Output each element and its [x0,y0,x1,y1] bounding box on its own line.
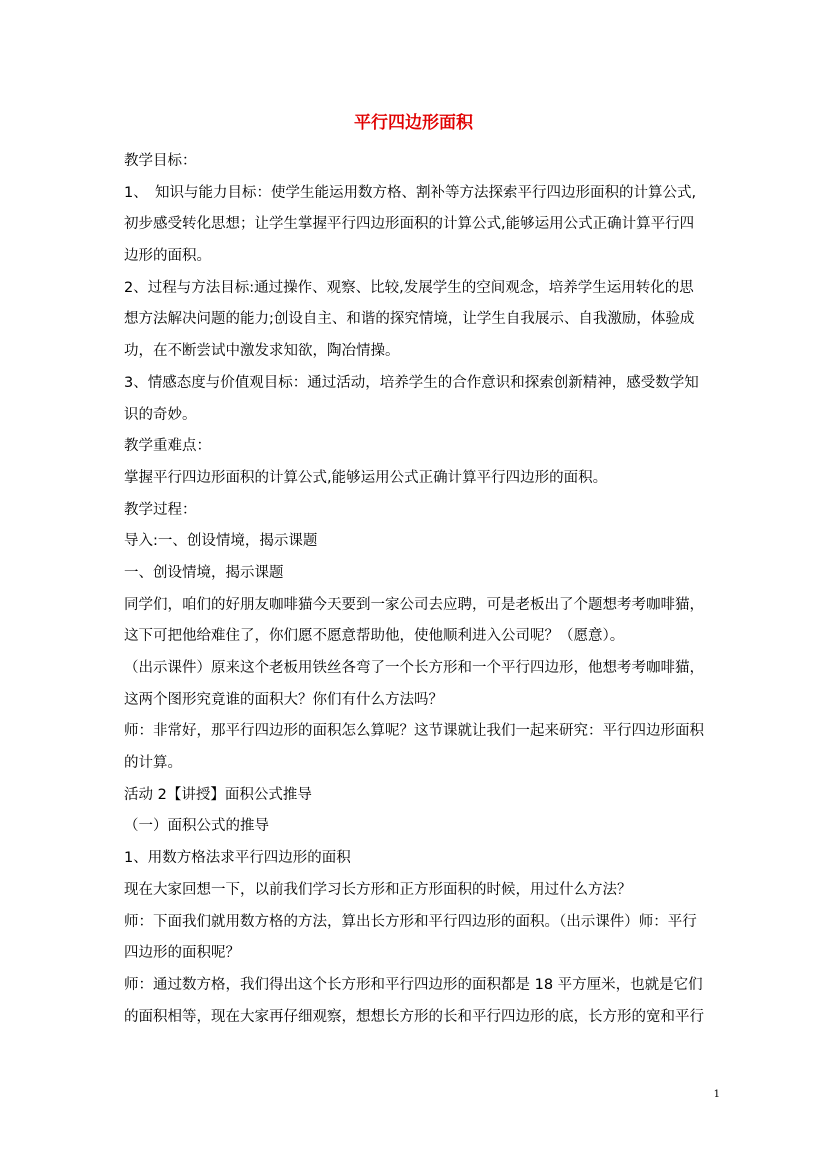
body-line: 3、情感态度与价值观目标：通过活动，培养学生的合作意识和探索创新精神，感受数学知 [124,374,699,391]
body-line: 掌握平行四边形面积的计算公式,能够运用公式正确计算平行四边形的面积。 [124,469,608,486]
body-line: 教学目标： [124,153,197,169]
document-body [124,146,704,1033]
body-line: 这下可把他给难住了，你们愿不愿意帮助他，使他顺利进入公司呢？（愿意）。 [124,628,625,645]
body-line: 的计算。 [124,755,182,772]
body-line: 1、用数方格法求平行四边形的面积 [124,850,351,867]
body-line: 2、过程与方法目标:通过操作、观察、比较,发展学生的空间观念，培养学生运用转化的思 [124,279,694,296]
body-line: 边形的面积。 [124,248,211,265]
body-line: 同学们，咱们的好朋友咖啡猫今天要到一家公司去应聘，可是老板出了个题想考考咖啡猫， [124,596,704,613]
document-title: 平行四边形面积 [354,113,473,133]
body-line: 教学过程： [124,501,197,518]
body-line: 现在大家回想一下，以前我们学习长方形和正方形面积的时候，用过什么方法？ [124,881,632,898]
body-line: 功，在不断尝试中激发求知欲，陶冶情操。 [124,343,400,360]
body-line: 活动 2【讲授】面积公式推导 [124,786,312,803]
body-line: 一、创设情境，揭示课题 [124,564,284,581]
body-line: 识的奇妙。 [124,406,197,423]
body-line: 师：非常好，那平行四边形的面积怎么算呢？这节课就让我们一起来研究：平行四边形面积 [124,723,704,740]
body-line: 四边形的面积呢？ [124,945,240,962]
body-line: 教学重难点： [124,438,211,455]
body-line: 师：通过数方格，我们得出这个长方形和平行四边形的面积都是 18 平方厘米，也就是它们 [124,976,703,993]
body-line: 初步感受转化思想；让学生掌握平行四边形面积的计算公式,能够运用公式正确计算平行四 [124,216,695,233]
body-line: （出示课件）原来这个老板用铁丝各弯了一个长方形和一个平行四边形，他想考考咖啡猫， [124,660,704,676]
page-number: 1 [713,1089,720,1100]
body-line: 想方法解决问题的能力;创设自主、和谐的探究情境，让学生自我展示、自我激励，体验成 [124,311,695,328]
body-line: 1、 知识与能力目标：使学生能运用数方格、割补等方法探索平行四边形面积的计算公式, [124,184,697,201]
body-line: 这两个图形究竟谁的面积大？你们有什么方法吗？ [124,691,443,708]
body-line: 师：下面我们就用数方格的方法，算出长方形和平行四边形的面积。（出示课件）师：平行 [124,913,697,930]
body-line: 的面积相等，现在大家再仔细观察，想想长方形的长和平行四边形的底，长方形的宽和平行 [124,1008,704,1025]
body-line: （一）面积公式的推导 [124,818,269,835]
body-line: 导入:一、创设情境，揭示课题 [124,533,318,550]
